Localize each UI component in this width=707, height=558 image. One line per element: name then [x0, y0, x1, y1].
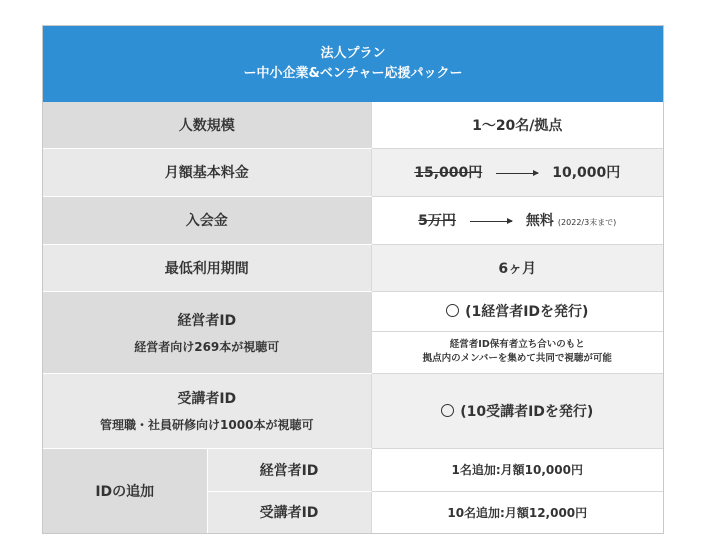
admission-label: 入会金	[43, 196, 371, 244]
table-row	[43, 244, 663, 291]
student-id-label-cell	[43, 373, 371, 448]
users-value: 1〜20名/拠点	[371, 102, 663, 148]
min-period-label: 最低利用期間	[43, 244, 371, 291]
admission-new-price: 無料	[525, 213, 554, 229]
add-student-label: 受講者ID	[207, 491, 371, 533]
admission-value	[371, 196, 663, 244]
table-row	[43, 148, 663, 196]
table-row	[43, 102, 663, 148]
min-period-value: 6ヶ月	[371, 244, 663, 291]
manager-id-sublabel: 経営者向け269本が視聴可	[134, 339, 280, 354]
manager-id-label-cell	[43, 291, 371, 373]
plan-subtitle: ー中小企業&ベンチャー応援パックー	[243, 66, 463, 81]
monthly-fee-label: 月額基本料金	[43, 148, 371, 196]
monthly-fee-value	[371, 148, 663, 196]
add-manager-label: 経営者ID	[207, 448, 371, 491]
plan-title: 法人プラン	[320, 46, 386, 61]
manager-id-note: 経営者ID保有者立ち合いのもと 拠点内のメンバーを集めて共同で視聴が可能	[371, 331, 663, 373]
plan-details-table	[43, 102, 663, 533]
manager-id-label: 経営者ID	[177, 312, 237, 329]
student-id-value: (10受講者IDを発行)	[371, 373, 663, 448]
add-student-price: 10名追加:月額12,000円	[371, 491, 663, 533]
plan-header	[43, 26, 663, 102]
table-row	[43, 373, 663, 448]
monthly-fee-new-price: 10,000円	[552, 165, 621, 181]
student-id-sublabel: 管理職・社員研修向け1000本が視聴可	[100, 418, 314, 432]
monthly-fee-old-price: 15,000円	[414, 165, 483, 181]
arrow-right-icon	[470, 221, 512, 222]
student-id-label: 受講者ID	[177, 391, 237, 407]
plan-table-container	[42, 25, 664, 534]
arrow-right-icon	[496, 173, 538, 174]
table-row	[43, 448, 663, 491]
circle-icon	[441, 404, 454, 417]
admission-note: (2022/3末まで)	[557, 218, 617, 227]
add-id-label: IDの追加	[43, 448, 207, 533]
admission-old-price: 5万円	[418, 213, 456, 229]
manager-id-value: (1経営者IDを発行)	[371, 291, 663, 331]
users-label: 人数規模	[43, 102, 371, 148]
add-manager-price: 1名追加:月額10,000円	[371, 448, 663, 491]
table-row	[43, 291, 663, 331]
table-row	[43, 196, 663, 244]
circle-icon	[446, 304, 459, 317]
